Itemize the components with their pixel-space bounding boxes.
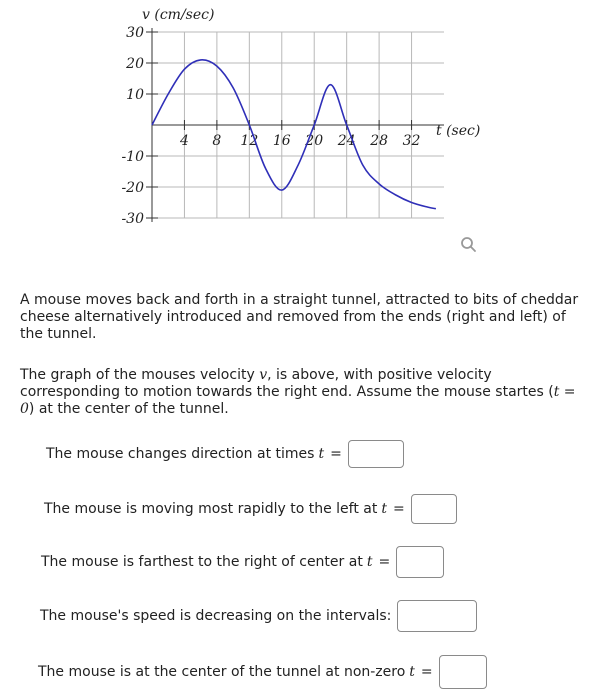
y-axis-label: v (cm/sec) bbox=[142, 7, 215, 23]
x-tick-label: 28 bbox=[370, 133, 389, 149]
x-tick-label: 12 bbox=[240, 133, 259, 149]
velocity-curve bbox=[152, 60, 436, 209]
chart-ticks bbox=[121, 25, 420, 227]
problem-intro: A mouse moves back and forth in a straight tunnel, attracted to bits of cheddar cheese alternatively introduced and removed from the ends (right and left) of the tunnel. bbox=[20, 292, 579, 342]
y-tick-label: -30 bbox=[121, 211, 144, 227]
y-tick-label: 20 bbox=[126, 56, 144, 72]
x-tick-label: 16 bbox=[272, 133, 291, 149]
question-fastest-left: The mouse is moving most rapidly to the left at t = bbox=[44, 494, 457, 524]
problem-description: The graph of the mouses velocity v, is above, with positive velocity corresponding to motion towards the right end. Assume the mouse startes (t = 0) at the center of the tunnel. bbox=[20, 367, 576, 417]
y-tick-label: -10 bbox=[121, 149, 144, 165]
x-tick-label: 4 bbox=[179, 133, 189, 149]
chart-axes bbox=[152, 28, 444, 222]
x-tick-label: 24 bbox=[337, 133, 356, 149]
answer-center-nonzero-input[interactable] bbox=[439, 655, 487, 689]
question-farthest-right: The mouse is farthest to the right of center at t = bbox=[41, 546, 444, 578]
question-center-nonzero: The mouse is at the center of the tunnel at non-zero t = bbox=[38, 655, 487, 689]
velocity-chart bbox=[0, 0, 601, 240]
answer-direction-change-input[interactable] bbox=[348, 440, 404, 468]
answer-speed-decreasing-input[interactable] bbox=[397, 600, 477, 632]
answer-fastest-left-input[interactable] bbox=[411, 494, 457, 524]
x-tick-label: 8 bbox=[212, 133, 222, 149]
x-tick-label: 20 bbox=[305, 133, 324, 149]
y-tick-label: 30 bbox=[126, 25, 144, 41]
y-tick-label: -20 bbox=[121, 180, 144, 196]
y-tick-label: 10 bbox=[126, 87, 144, 103]
question-speed-decreasing: The mouse's speed is decreasing on the intervals: bbox=[40, 600, 477, 632]
x-tick-label: 32 bbox=[402, 133, 421, 149]
question-direction-change: The mouse changes direction at times t = bbox=[46, 440, 404, 468]
search-icon[interactable] bbox=[460, 236, 478, 254]
x-axis-label: t (sec) bbox=[436, 123, 481, 139]
answer-farthest-right-input[interactable] bbox=[396, 546, 444, 578]
